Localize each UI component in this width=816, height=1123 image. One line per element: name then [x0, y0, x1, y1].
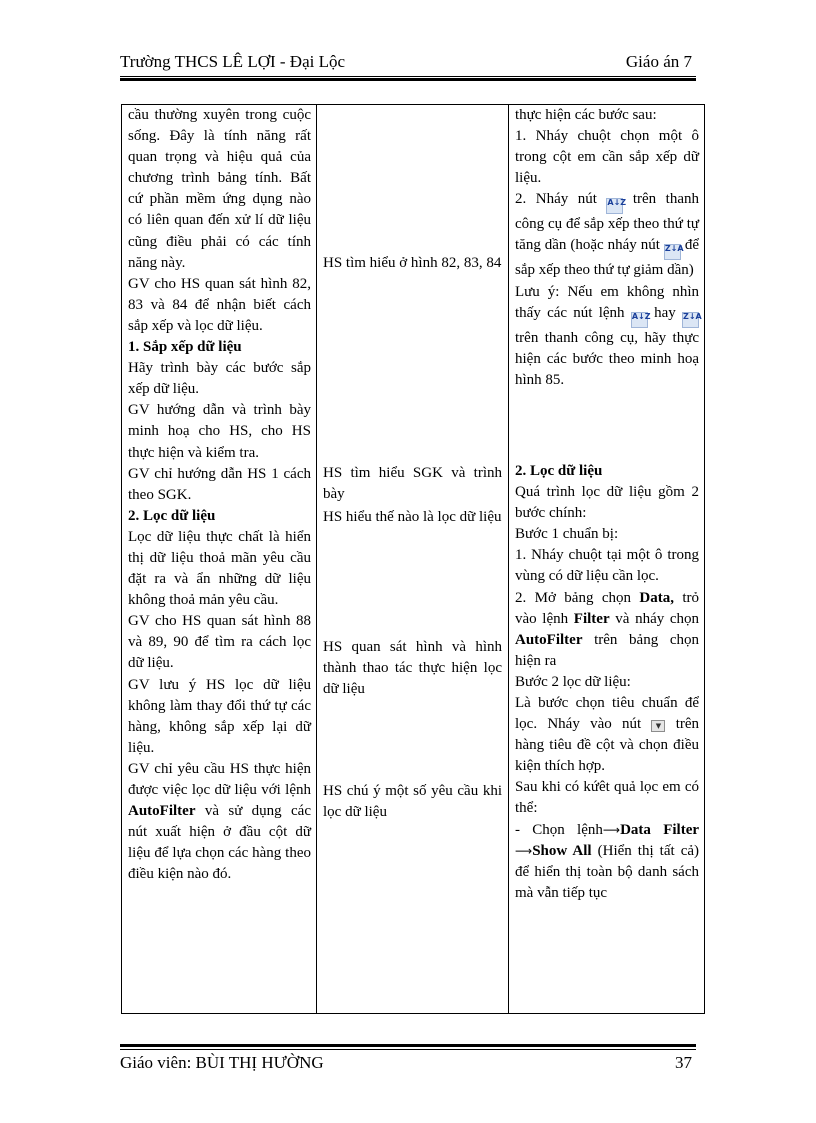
text-run: trên thanh công cụ, hãy thực hiện các bước theo minh hoạ hình 85. — [515, 329, 699, 388]
page-number: 37 — [675, 1053, 692, 1072]
col3-paragraph — [515, 189, 699, 281]
student-activity: HS tìm hiểu SGK và trình bày — [323, 465, 502, 503]
text-run: trên thanh công cụ để sắp xếp theo thứ tự tăng dần (hoặc nháy nút — [515, 191, 699, 254]
text-run: (Hiển thị tất cả) để hiển thị toàn bộ danh sách mà vẫn tiếp tục — [515, 842, 700, 901]
student-activity: HS chú ý một số yêu cầu khi lọc dữ liệu — [323, 783, 502, 821]
col1-paragraph: GV cho HS quan sát hình 82, 83 và 84 để nhận biết cách sắp xếp và lọc dữ liệu. — [128, 275, 311, 334]
text-run: Là bước chọn tiêu chuẩn để lọc. Nháy vào nút — [515, 694, 699, 733]
col3-paragraph: 1. Nháy chuột tại một ô trong vùng có dữ liệu cần lọc. — [515, 547, 699, 585]
col3-paragraph — [515, 820, 699, 904]
sort-ascending-icon: A↓Z — [606, 198, 623, 214]
student-activity-column — [317, 105, 509, 1013]
text-run: trỏ vào lệnh — [515, 589, 700, 627]
col1-paragraph: Lọc dữ liệu thực chất là hiển thị dữ liệu thoả mãn yêu cầu đặt ra và ẩn những dữ liệu không thoả mản yêu cầu. — [128, 528, 311, 609]
sort-ascending-icon: A↓Z — [631, 312, 648, 328]
show-all-term: Show All — [532, 842, 592, 859]
teacher-activity-column — [122, 105, 317, 1013]
data-menu-term: Data, — [639, 589, 674, 606]
page-header — [120, 52, 696, 74]
section-heading-filter: 2. Lọc dữ liệu — [515, 462, 603, 479]
section-heading-sort: 1. Sắp xếp dữ liệu — [128, 339, 242, 356]
col3-paragraph: Sau khi có kứêt quả lọc em có thể: — [515, 779, 699, 817]
filter-term: Filter — [573, 610, 610, 627]
school-name: Trường THCS LÊ LỢI - Đại Lộc — [120, 52, 346, 71]
sort-descending-icon: Z↓A — [682, 312, 699, 328]
teacher-name: Giáo viên: BÙI THỊ HƯỜNG — [120, 1053, 324, 1072]
col1-paragraph: GV hướng dẫn và trình bày minh hoạ cho HS, cho HS thực hiện và kiểm tra. — [128, 402, 311, 461]
student-activity: HS quan sát hình và hình thành thao tác thực hiện lọc dữ liệu — [323, 639, 502, 698]
text-run: trên hàng tiêu đề cột và chọn điều kiện thích hợp. — [515, 716, 700, 775]
text-run: 2. Nháy nút — [515, 191, 597, 208]
text-run: và sử dụng các nút xuất hiện ở đầu cột dữ liệu để lựa chọn các hàng theo điều kiện nào đó. — [128, 803, 311, 883]
col3-paragraph — [515, 693, 699, 777]
lesson-table — [121, 104, 705, 1014]
col1-paragraph: Hãy trình bày các bước sắp xếp dữ liệu. — [128, 360, 311, 398]
header-rule-thin — [120, 76, 696, 77]
text-run: GV chỉ yêu cầu HS thực hiện được việc lọc dữ liệu với lệnh — [128, 760, 311, 798]
dropdown-arrow-icon: ▼ — [651, 720, 665, 732]
autofilter-term: AutoFilter — [515, 631, 583, 648]
sort-descending-icon: Z↓A — [664, 244, 681, 260]
text-run: Lưu ý: Nếu em không nhìn thấy các nút lệnh — [515, 283, 699, 321]
data-filter-term: Data Filter — [620, 821, 700, 838]
footer-rule-thick — [120, 1044, 696, 1047]
text-run: và nháy chọn — [615, 610, 700, 627]
col3-paragraph: Quá trình lọc dữ liệu gồm 2 bước chính: — [515, 484, 699, 522]
section-heading-filter: 2. Lọc dữ liệu — [128, 507, 216, 524]
col3-paragraph — [515, 588, 699, 672]
col1-paragraph: GV cho HS quan sát hình 88 và 89, 90 để tìm ra cách lọc dữ liệu. — [128, 613, 311, 672]
text-run: để sắp xếp theo thứ tự giảm dần) — [515, 237, 699, 279]
arrow-icon: ⟶ — [602, 822, 621, 837]
col1-paragraph: cầu thường xuyên trong cuộc sống. Đây là tính năng rất quan trọng và hiệu quả của chương trình bảng tính. Bất cứ phần mềm ứng dụng nào có liên quan đến xử lí dữ liệu cũng điều phải có các tính năng này. — [128, 107, 311, 271]
col3-paragraph — [515, 282, 702, 391]
col1-paragraph: GV chỉ hướng dẫn HS 1 cách theo SGK. — [128, 465, 311, 503]
header-rule-thick — [120, 78, 696, 81]
col3-paragraph: Bước 2 lọc dữ liệu: — [515, 673, 631, 690]
arrow-icon: ⟶ — [515, 843, 533, 858]
student-activity: HS tìm hiểu ở hình 82, 83, 84 — [323, 255, 502, 271]
student-activity: HS hiểu thế nào là lọc dữ liệu — [323, 509, 502, 525]
text-run: - Chọn lệnh — [515, 821, 603, 838]
content-column — [509, 105, 704, 1013]
col3-paragraph: Bước 1 chuẩn bị: — [515, 526, 619, 543]
lesson-plan-label: Giáo án 7 — [625, 52, 692, 71]
col1-paragraph — [128, 759, 311, 886]
footer-rule-thin — [120, 1049, 696, 1050]
col3-paragraph: 1. Nháy chuột chọn một ô trong cột em cần sắp xếp dữ liệu. — [515, 128, 699, 187]
text-run: hay — [654, 304, 676, 321]
col1-paragraph: GV lưu ý HS lọc dữ liệu không làm thay đổi thứ tự các hàng, không sắp xếp lại dữ liệu. — [128, 676, 311, 756]
text-run: 2. Mở bảng chọn — [515, 589, 631, 606]
autofilter-term: AutoFilter — [128, 803, 196, 820]
col3-paragraph: thực hiện các bước sau: — [515, 107, 657, 123]
text-run: trên bảng chọn hiện ra — [515, 631, 699, 669]
